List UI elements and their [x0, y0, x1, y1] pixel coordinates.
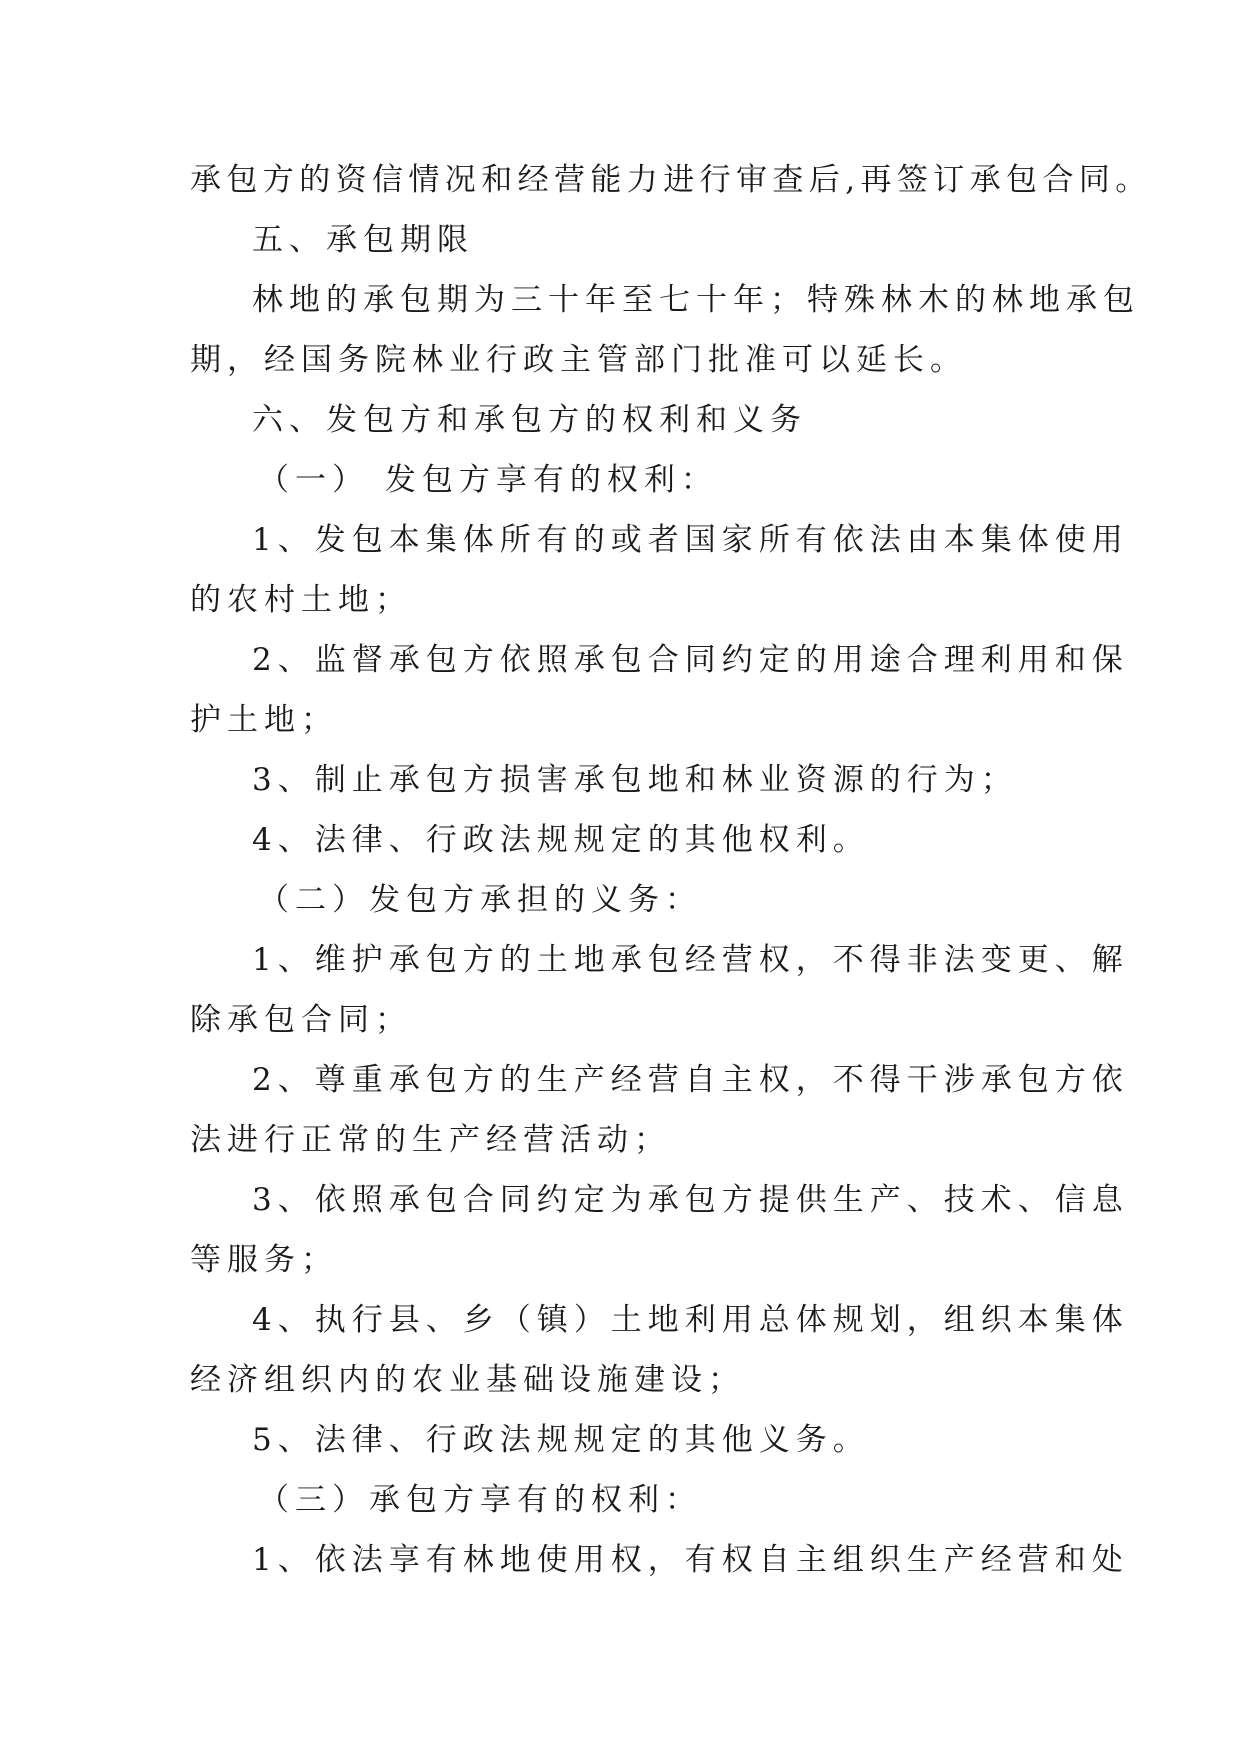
text-line-21: 经济组织内的农业基础设施建设； [190, 1362, 745, 1398]
text-line-12: 4、法律、行政法规规定的其他权利。 [252, 822, 870, 858]
text-line-18: 3、依照承包合同约定为承包方提供生产、技术、信息 [252, 1182, 1129, 1218]
text-line-11: 3、制止承包方损害承包地和林业资源的行为； [252, 762, 1018, 798]
text-line-8: 的农村土地； [190, 582, 412, 618]
text-line-10: 护土地； [190, 702, 338, 738]
text-line-17: 法进行正常的生产经营活动； [190, 1122, 671, 1158]
text-line-14: 1、维护承包方的土地承包经营权，不得非法变更、解 [252, 942, 1129, 978]
text-line-1: 承包方的资信情况和经营能力进行审查后,再签订承包合同。 [190, 162, 1152, 198]
section-heading-5: 五、承包期限 [252, 222, 474, 258]
text-line-20: 4、执行县、乡（镇）土地利用总体规划，组织本集体 [252, 1302, 1129, 1338]
text-line-9: 2、监督承包方依照承包合同约定的用途合理利用和保 [252, 642, 1129, 678]
subsection-heading-3: （三）承包方享有的权利： [258, 1482, 702, 1518]
text-line-15: 除承包合同； [190, 1002, 412, 1038]
subsection-heading-1: （一） 发包方享有的权利： [258, 462, 718, 498]
text-line-4: 期，经国务院林业行政主管部门批准可以延长。 [190, 342, 967, 378]
section-heading-6: 六、发包方和承包方的权利和义务 [252, 402, 807, 438]
text-line-3: 林地的承包期为三十年至七十年；特殊林木的林地承包 [252, 282, 1140, 318]
text-line-22: 5、法律、行政法规规定的其他义务。 [252, 1422, 870, 1458]
text-line-16: 2、尊重承包方的生产经营自主权，不得干涉承包方依 [252, 1062, 1129, 1098]
subsection-heading-2: （二）发包方承担的义务： [258, 882, 702, 918]
text-line-19: 等服务； [190, 1242, 338, 1278]
text-line-7: 1、发包本集体所有的或者国家所有依法由本集体使用 [252, 522, 1129, 558]
text-line-24: 1、依法享有林地使用权，有权自主组织生产经营和处 [252, 1542, 1129, 1578]
